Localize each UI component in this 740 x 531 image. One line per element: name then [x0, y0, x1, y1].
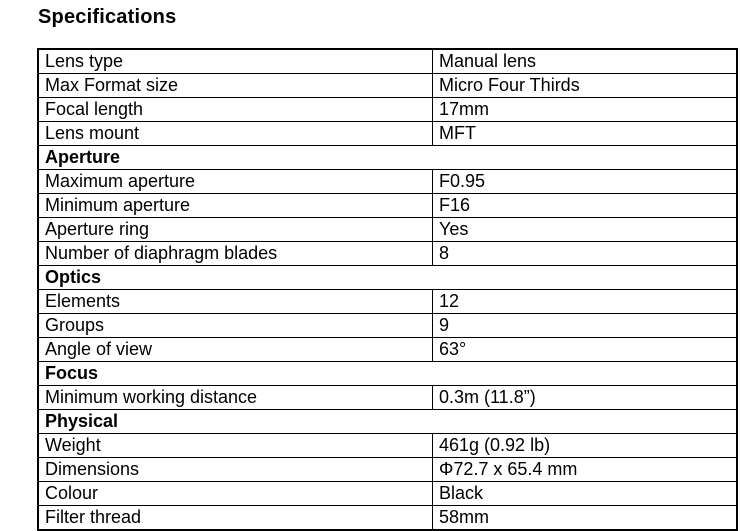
spec-label: Elements	[38, 290, 433, 314]
table-row	[38, 242, 737, 266]
section-row	[38, 146, 737, 170]
spec-label: Focal length	[38, 98, 433, 122]
spec-label: Dimensions	[38, 458, 433, 482]
spec-value: MFT	[433, 122, 738, 146]
specifications-table-body	[38, 49, 737, 530]
spec-label: Maximum aperture	[38, 170, 433, 194]
section-row	[38, 362, 737, 386]
spec-label: Colour	[38, 482, 433, 506]
table-row	[38, 194, 737, 218]
spec-value: Black	[433, 482, 738, 506]
spec-value: F16	[433, 194, 738, 218]
section-row	[38, 266, 737, 290]
table-row	[38, 386, 737, 410]
section-header: Focus	[38, 362, 737, 386]
spec-label: Number of diaphragm blades	[38, 242, 433, 266]
spec-value: 58mm	[433, 506, 738, 531]
spec-label: Max Format size	[38, 74, 433, 98]
spec-label: Groups	[38, 314, 433, 338]
spec-label: Filter thread	[38, 506, 433, 531]
spec-value: 8	[433, 242, 738, 266]
spec-value: F0.95	[433, 170, 738, 194]
spec-label: Angle of view	[38, 338, 433, 362]
table-row	[38, 98, 737, 122]
section-header: Aperture	[38, 146, 737, 170]
spec-value: 63°	[433, 338, 738, 362]
section-header: Optics	[38, 266, 737, 290]
table-row	[38, 458, 737, 482]
section-header: Physical	[38, 410, 737, 434]
spec-label: Minimum working distance	[38, 386, 433, 410]
table-row	[38, 74, 737, 98]
section-row	[38, 410, 737, 434]
table-row	[38, 49, 737, 74]
spec-value: 17mm	[433, 98, 738, 122]
table-row	[38, 434, 737, 458]
table-row	[38, 290, 737, 314]
table-row	[38, 314, 737, 338]
spec-label: Lens type	[38, 49, 433, 74]
spec-value: 461g (0.92 lb)	[433, 434, 738, 458]
spec-value: 12	[433, 290, 738, 314]
specifications-table	[37, 48, 738, 531]
spec-label: Weight	[38, 434, 433, 458]
spec-value: Φ72.7 x 65.4 mm	[433, 458, 738, 482]
spec-value: Manual lens	[433, 49, 738, 74]
table-row	[38, 482, 737, 506]
page-title: Specifications	[38, 6, 177, 28]
table-row	[38, 338, 737, 362]
table-row	[38, 218, 737, 242]
table-row	[38, 506, 737, 531]
spec-label: Lens mount	[38, 122, 433, 146]
spec-value: 9	[433, 314, 738, 338]
spec-label: Aperture ring	[38, 218, 433, 242]
spec-value: 0.3m (11.8”)	[433, 386, 738, 410]
spec-label: Minimum aperture	[38, 194, 433, 218]
spec-value: Micro Four Thirds	[433, 74, 738, 98]
spec-value: Yes	[433, 218, 738, 242]
table-row	[38, 170, 737, 194]
table-row	[38, 122, 737, 146]
